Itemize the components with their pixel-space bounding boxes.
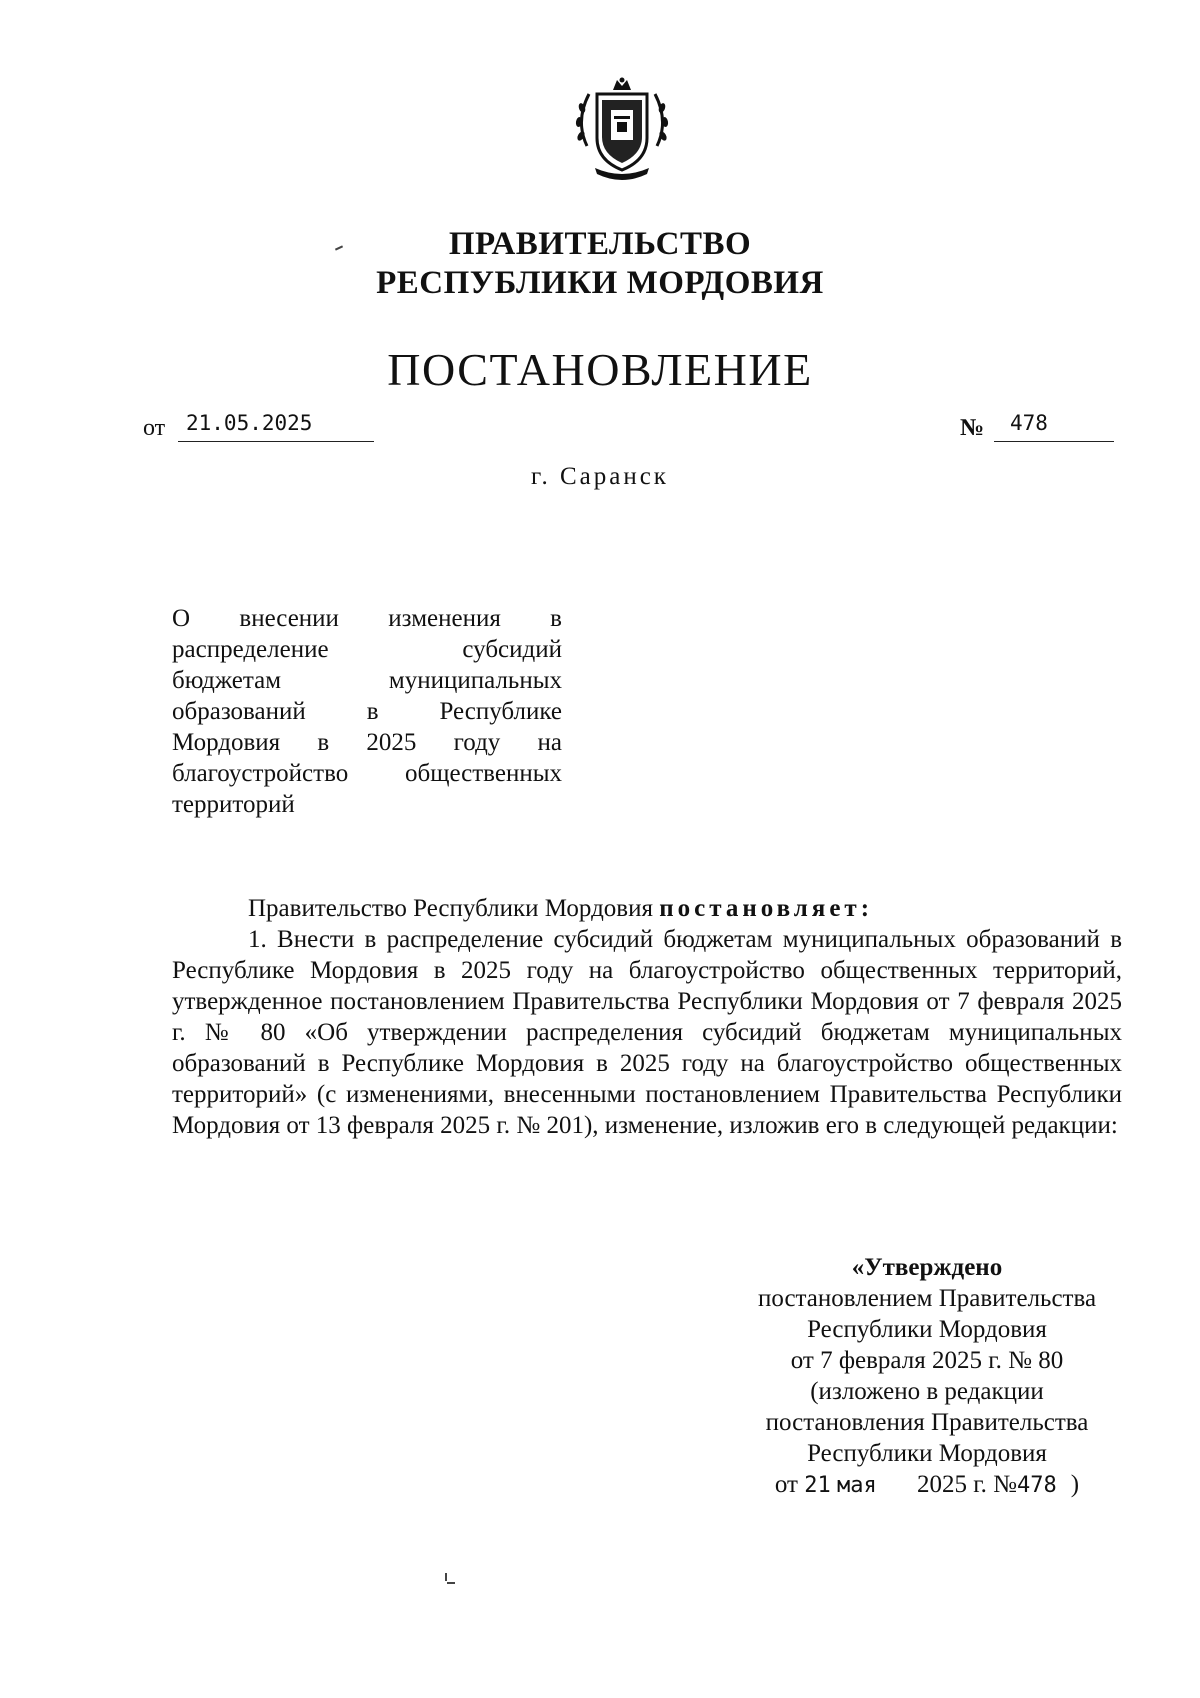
subject-line: образований в Республике bbox=[172, 698, 562, 725]
document-date: 21.05.2025 bbox=[186, 411, 313, 435]
subject-line: бюджетам муниципальных bbox=[172, 667, 562, 694]
approval-date-prefix: от bbox=[774, 1471, 798, 1498]
intro-paragraph bbox=[172, 893, 1122, 924]
document-number: 478 bbox=[1010, 411, 1048, 435]
approval-day: 21 bbox=[804, 1473, 831, 1498]
approval-line: от 7 февраля 2025 г. № 80 bbox=[790, 1347, 1064, 1374]
approval-line: Республики Мордовия bbox=[807, 1316, 1047, 1343]
document-body bbox=[172, 893, 1122, 1141]
paragraph-1: 1. Внести в распределение субсидий бюджетам муниципальных образований в Республике Мордовия в 2025 году на благоустройство общественных территорий, утвержденное постановлением Правительства Республики Мордовия от 7 февраля 2025 г. № 80 «Об утверждении распределения субсидий бюджетам муниципальных образований в Республике Мордовия в 2025 году на благоустройство общественных территорий» (с изменениями, внесенными постановлением Правительства Республики Мордовия от 13 февраля 2025 г. № 201), изменение, изложив его в следующей редакции: bbox=[172, 926, 1122, 1139]
subject-line: благоустройство общественных bbox=[172, 760, 562, 787]
intro-text: Правительство Республики Мордовия bbox=[248, 895, 653, 922]
subject-line: распределение субсидий bbox=[172, 636, 562, 663]
approval-month: мая bbox=[836, 1473, 877, 1498]
approval-block bbox=[722, 1252, 1132, 1501]
decree-verb: постановляет: bbox=[659, 895, 874, 922]
date-field bbox=[178, 413, 374, 442]
approval-line: постановлением Правительства bbox=[757, 1285, 1097, 1312]
scan-speck bbox=[447, 1582, 455, 1584]
subject-line: территорий bbox=[172, 791, 295, 818]
number-prefix: № bbox=[960, 415, 985, 441]
approval-line: постановления Правительства bbox=[765, 1409, 1089, 1436]
approval-close: ) bbox=[1070, 1471, 1080, 1498]
city: г. Саранск bbox=[531, 463, 669, 490]
document-subject bbox=[172, 603, 562, 820]
organization-name-line-2: РЕСПУБЛИКИ МОРДОВИЯ bbox=[376, 265, 824, 301]
document-type-title: ПОСТАНОВЛЕНИЕ bbox=[387, 344, 813, 395]
approval-line: Республики Мордовия bbox=[807, 1440, 1047, 1467]
approval-line: (изложено в редакции bbox=[810, 1378, 1044, 1405]
organization-name-line-1: ПРАВИТЕЛЬСТВО bbox=[448, 226, 752, 262]
subject-line: О внесении изменения в bbox=[172, 605, 562, 632]
approval-heading: «Утверждено bbox=[851, 1254, 1003, 1281]
coat-of-arms-icon bbox=[567, 76, 677, 184]
approval-number: 478 bbox=[1017, 1473, 1057, 1498]
scan-speck bbox=[445, 1573, 447, 1581]
approval-date-line bbox=[722, 1469, 1132, 1501]
subject-line: Мордовия в 2025 году на bbox=[172, 729, 562, 756]
date-prefix: от bbox=[143, 415, 166, 441]
approval-year: 2025 г. № bbox=[916, 1471, 1018, 1498]
number-field bbox=[994, 413, 1114, 442]
